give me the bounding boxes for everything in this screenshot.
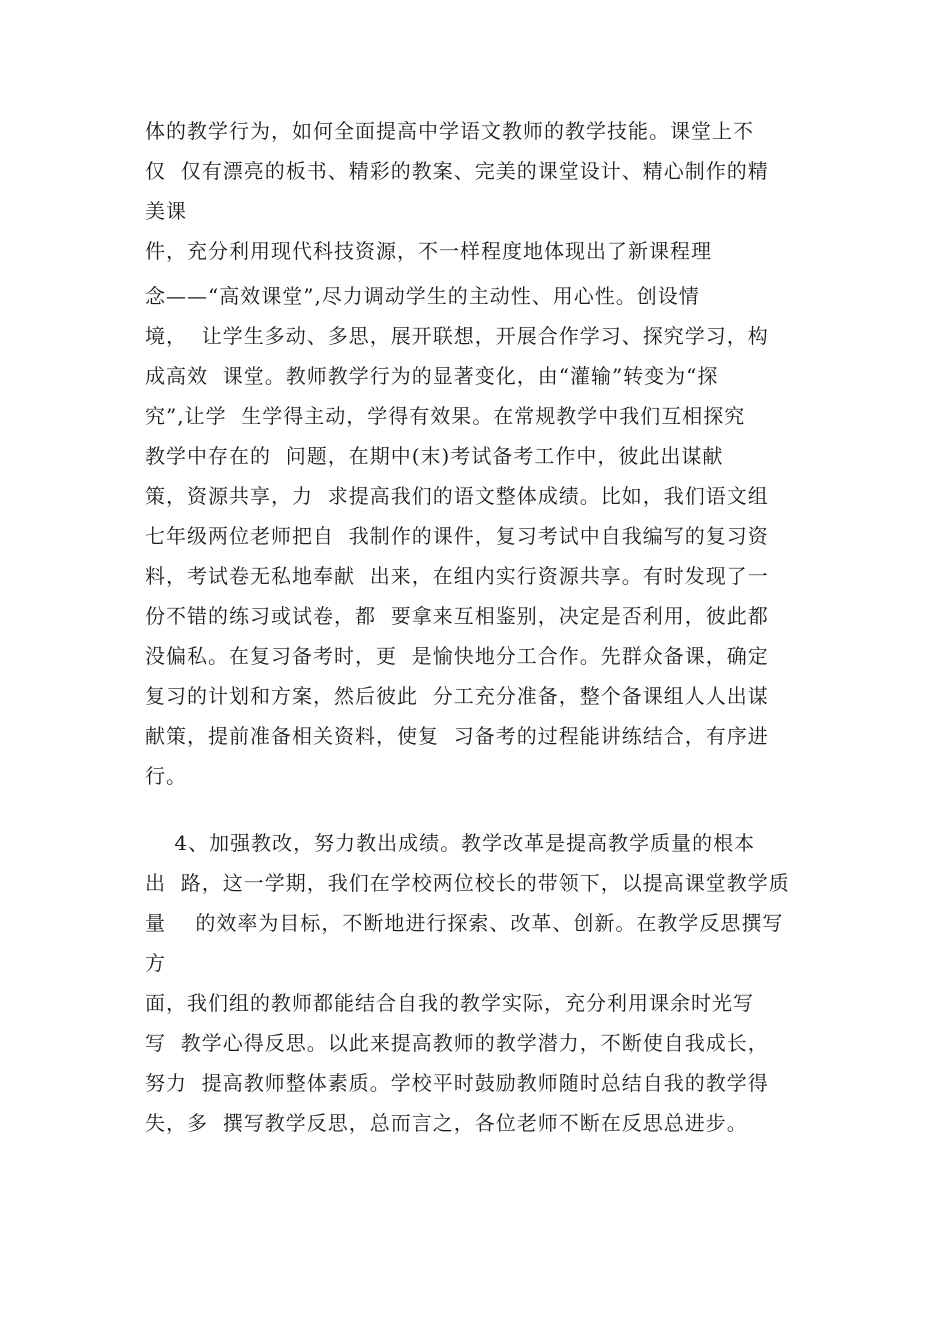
text-line: 写 教学心得反思。以此来提高教师的教学潜力，不断使自我成长， [145,1031,769,1055]
text-line: 行。 [145,764,187,788]
text-line: 量 的效率为目标，不断地进行探索、改革、创新。在教学反思撰写 [145,911,784,935]
text-line: 成高效 课堂。教师教学行为的显著变化，由“灌输”转变为“探 [145,364,719,388]
text-line: 4、加强教改，努力教出成绩。教学改革是提高教学质量的根本 [145,831,756,855]
text-line: 教学中存在的 问题，在期中(末)考试备考工作中，彼此出谋献 [145,444,724,468]
text-line: 没偏私。在复习备考时，更 是愉快地分工合作。先群众备课，确定 [145,644,769,668]
text-line: 体的教学行为，如何全面提高中学语文教师的教学技能。课堂上不 [145,119,754,143]
text-line: 究”,让学 生学得主动，学得有效果。在常规教学中我们互相探究 [145,404,746,428]
text-line: 七年级两位老师把自 我制作的课件，复习考试中自我编写的复习资 [145,524,769,548]
text-line: 料，考试卷无私地奉献 出来，在组内实行资源共享。有时发现了一 [145,564,769,588]
text-line: 念——“高效课堂”,尽力调动学生的主动性、用心性。创设情 [145,284,700,308]
text-line: 复习的计划和方案，然后彼此 分工充分准备，整个备课组人人出谋 [145,684,769,708]
text-line: 出 路，这一学期，我们在学校两位校长的带领下，以提高课堂教学质 [145,871,790,895]
text-line: 献策，提前准备相关资料，使复 习备考的过程能讲练结合，有序进 [145,724,769,748]
text-line: 份不错的练习或试卷，都 要拿来互相鉴别，决定是否利用，彼此都 [145,604,769,628]
text-line: 境， 让学生多动、多思，展开联想，开展合作学习、探究学习，构 [145,324,769,348]
text-line: 件，充分利用现代科技资源，不一样程度地体现出了新课程理 [145,239,712,263]
text-line: 面，我们组的教师都能结合自我的教学实际，充分利用课余时光写 [145,991,754,1015]
text-line: 失，多 撰写教学反思，总而言之，各位老师不断在反思总进步。 [145,1111,748,1135]
text-line: 努力 提高教师整体素质。学校平时鼓励教师随时总结自我的教学得 [145,1071,769,1095]
text-line: 仅 仅有漂亮的板书、精彩的教案、完美的课堂设计、精心制作的精 [145,159,769,183]
text-line: 策，资源共享，力 求提高我们的语文整体成绩。比如，我们语文组 [145,484,769,508]
text-line: 美课 [145,199,187,223]
text-line: 方 [145,951,166,975]
